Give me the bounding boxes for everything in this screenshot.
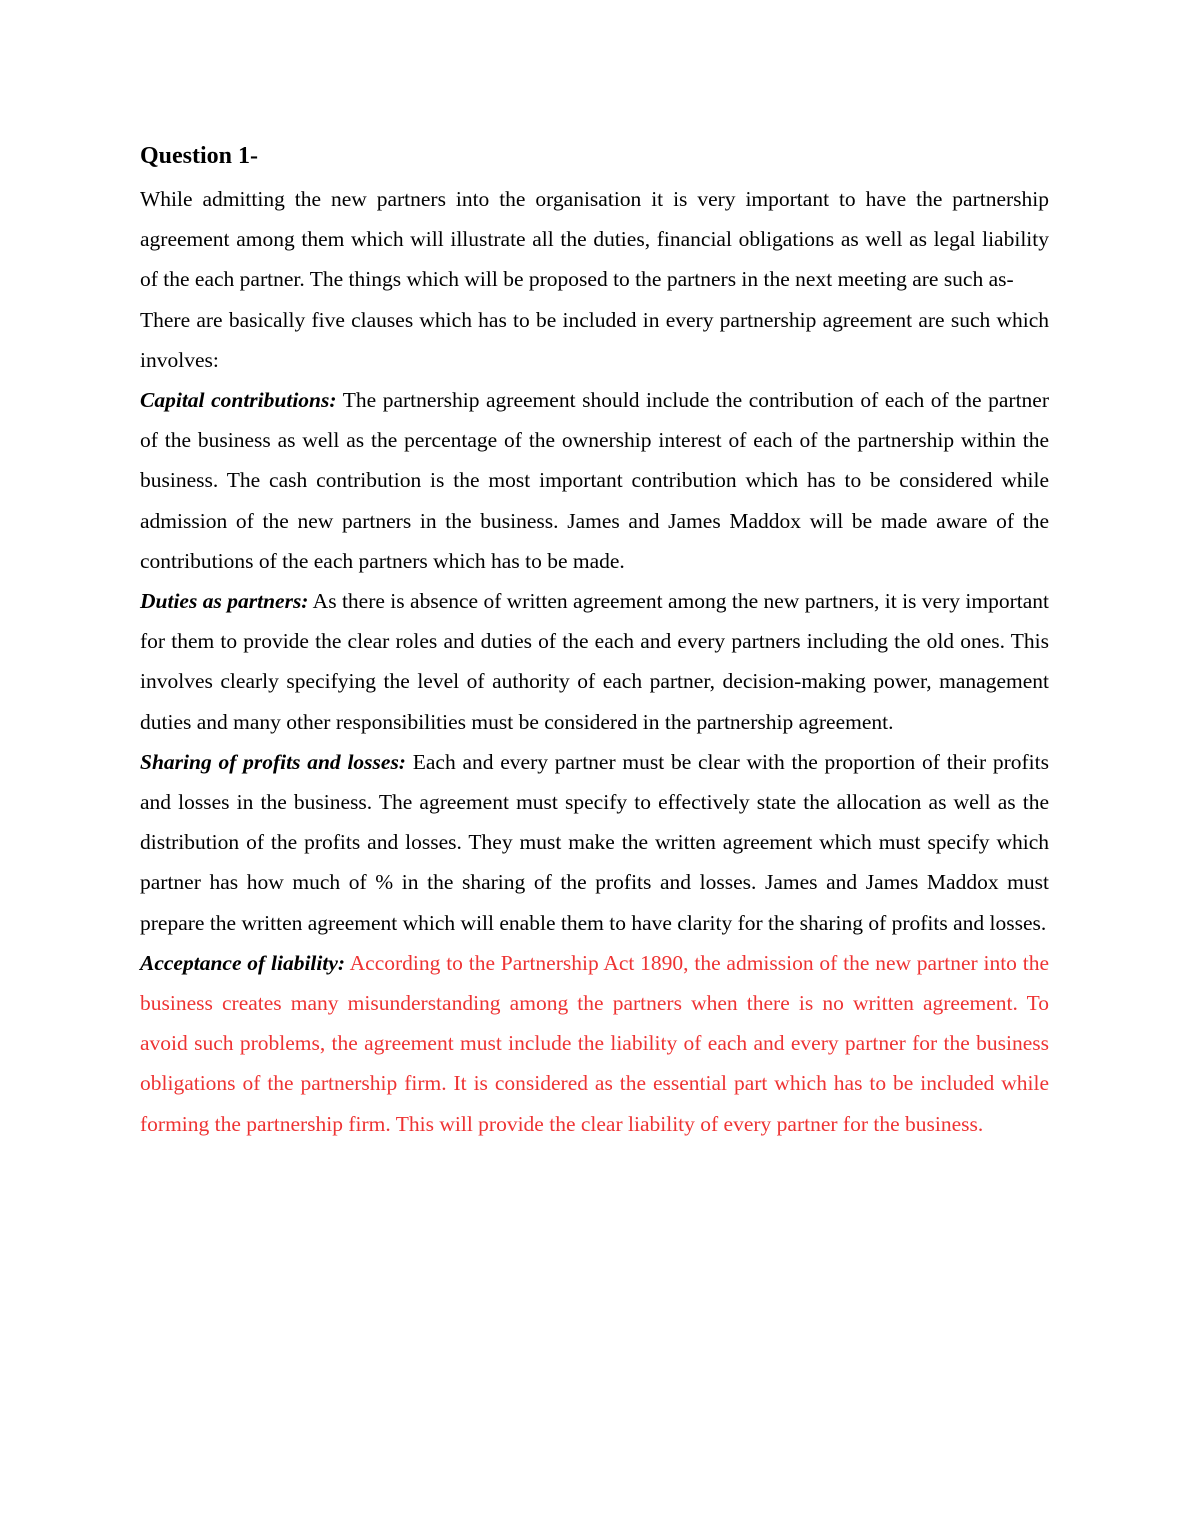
- acceptance-of-liability-term: Acceptance of liability:: [140, 950, 346, 975]
- sharing-profits-losses-term: Sharing of profits and losses:: [140, 749, 406, 774]
- duties-as-partners-term: Duties as partners:: [140, 589, 309, 614]
- acceptance-of-liability-text: According to the Partnership Act 1890, the admission of the new partner into the business creates many misunderstanding among the partners when there is no written agreement. To avoid such problems, the agreement must include the liability of each and every partner for the business obligations of the partnership firm. It is considered as the essential part which has to be included while forming the partnership firm. This will provide the clear liability of every partner for the business.: [140, 950, 1049, 1136]
- capital-contributions-paragraph: [140, 380, 1049, 581]
- page-title: Question 1-: [140, 143, 259, 169]
- sharing-profits-losses-paragraph: [140, 742, 1049, 943]
- duties-as-partners-paragraph: [140, 581, 1049, 742]
- acceptance-of-liability-paragraph: [140, 943, 1049, 1144]
- capital-contributions-text: The partnership agreement should include the contribution of each of the partner of the business as well as the percentage of the ownership interest of each of the partnership within the business. The cash contribution is the most important contribution which has to be considered while admission of the new partners in the business. James and James Maddox will be made aware of the contributions of the each partners which has to be made.: [140, 388, 1049, 573]
- sharing-profits-losses-text: Each and every partner must be clear with the proportion of their profits and losses in the business. The agreement must specify to effectively state the allocation as well as the distribution of the profits and losses. They must make the written agreement which must specify which partner has how much of % in the sharing of the profits and losses. James and James Maddox must prepare the written agreement which will enable them to have clarity for the sharing of profits and losses.: [140, 749, 1049, 935]
- intro-paragraph: While admitting the new partners into the organisation it is very important to have the partnership agreement among them which will illustrate all the duties, financial obligations as well as legal liability of the each partner. The things which will be proposed to the partners in the next meeting are such as-: [140, 187, 1049, 292]
- duties-as-partners-text: As there is absence of written agreement among the new partners, it is very important for them to provide the clear roles and duties of the each and every partners including the old ones. This involves clearly specifying the level of authority of each partner, decision-making power, management duties and many other responsibilities must be considered in the partnership agreement.: [140, 589, 1049, 734]
- clauses-paragraph: There are basically five clauses which has to be included in every partnership agreement are such which involves:: [140, 307, 1049, 372]
- capital-contributions-term: Capital contributions:: [140, 388, 337, 413]
- document-page: [140, 138, 1049, 1144]
